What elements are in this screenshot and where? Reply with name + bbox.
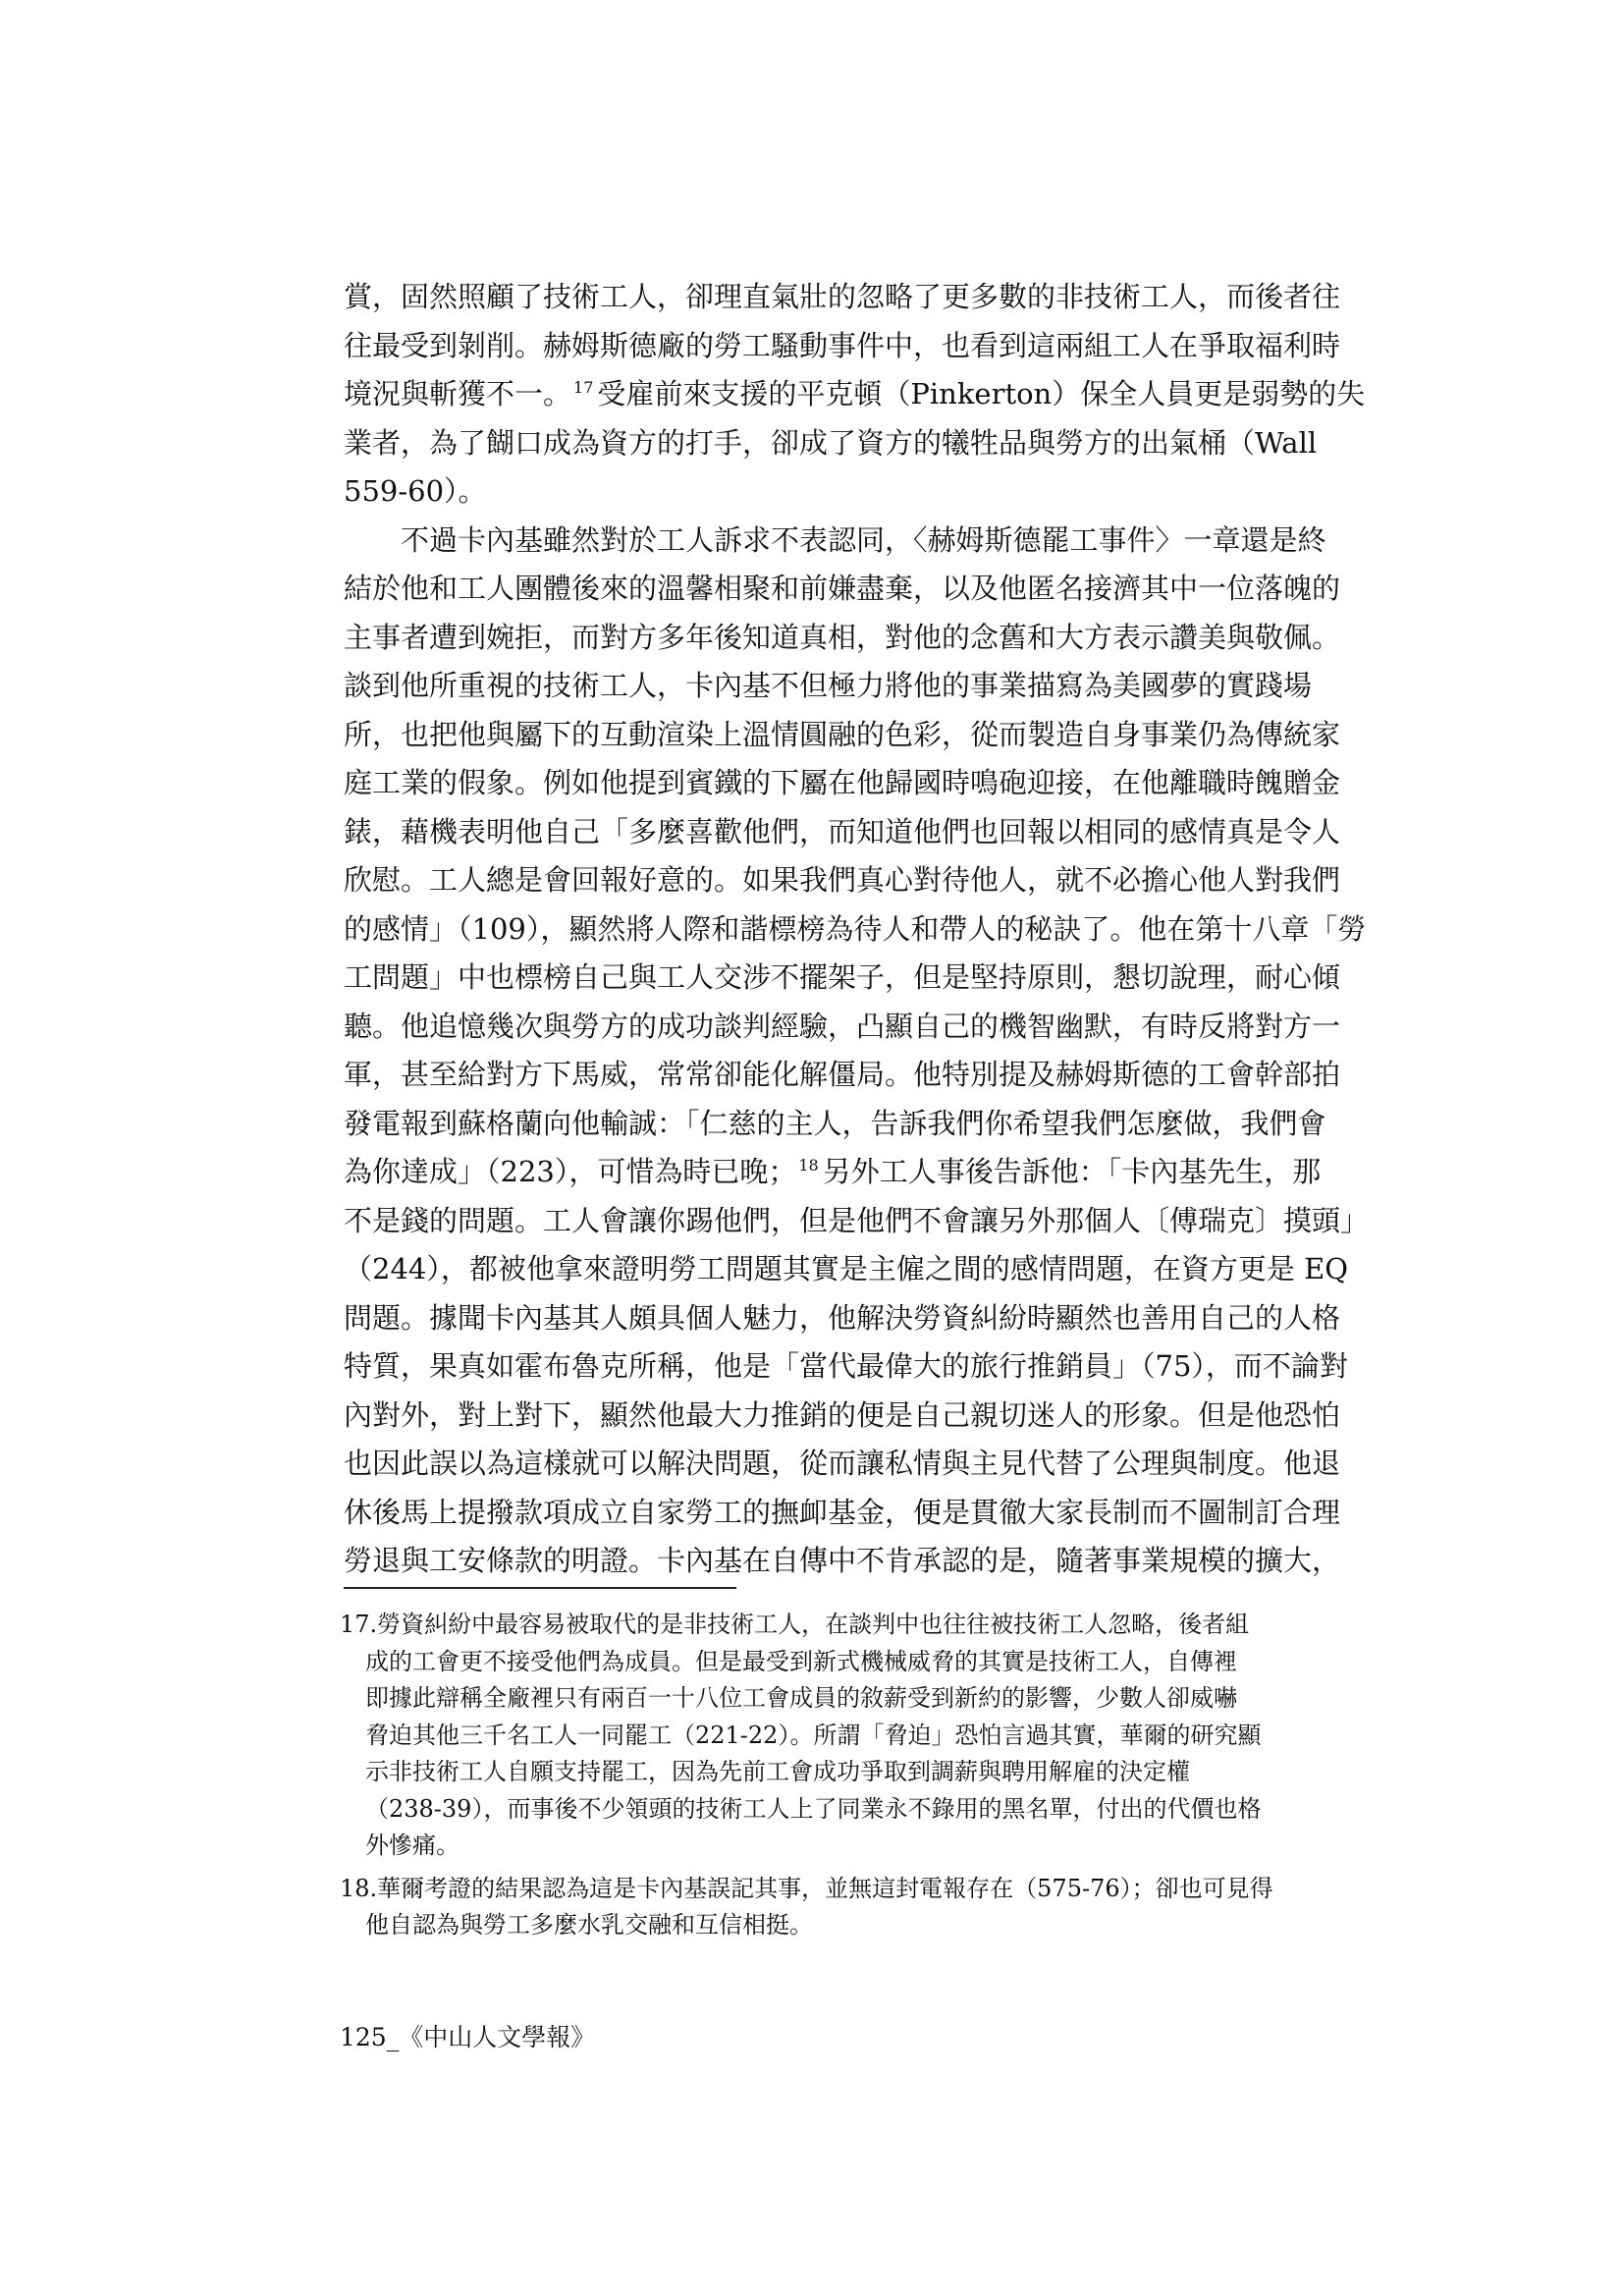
footnote-line: 18.華爾考證的結果認為這是卡內基誤記其事，並無這封電報存在（575-76）；卻也可見得 [340,1874,1273,1902]
body-line: 休後馬上提撥款項成立自家勞工的撫卹基金，便是貫徹大家長制而不圖制訂合理 [344,1495,1341,1529]
body-line: 錶，藉機表明他自己「多麼喜歡他們，而知道他們也回報以相同的感情真是令人 [344,814,1341,848]
body-line: 的感情」（109），顯然將人際和諧標榜為待人和帶人的秘訣了。他在第十八章「勞 [344,911,1367,946]
body-line: 也因此誤以為這樣就可以解決問題，從而讓私情與主見代替了公理與制度。他退 [344,1447,1341,1480]
footnote-ref-17[interactable]: 17 [573,378,594,398]
body-line: 不是錢的問題。工人會讓你踢他們，但是他們不會讓另外那個人〔傅瑞克〕摸頭」 [344,1203,1370,1237]
body-line: 談到他所重視的技術工人，卡內基不但極力將他的事業描寫為美國夢的實踐場 [344,669,1313,702]
footnote-line: 17.勞資糾紛中最容易被取代的是非技術工人，在談判中也往往被技術工人忽略，後者組 [340,1611,1250,1638]
body-line: 賞，固然照顧了技術工人，卻理直氣壯的忽略了更多數的非技術工人，而後者往 [344,280,1341,313]
body-line: 問題。據聞卡內基其人頗具個人魅力，他解決勞資糾紛時顯然也善用自己的人格 [344,1300,1341,1335]
body-line: 所，也把他與屬下的互動渲染上溫情圓融的色彩，從而製造自身事業仍為傳統家 [344,717,1341,751]
body-line-segment: 受雇前來支援的平克頓（Pinkerton）保全人員更是弱勢的失 [597,377,1366,410]
footnote-line: 他自認為與勞工多麼水乳交融和互信相挺。 [365,1911,813,1939]
footnote-line: 成的工會更不接受他們為成員。但是最受到新式機械威脅的其實是技術工人，自傳裡 [365,1647,1237,1675]
footnote-line: 示非技術工人自願支持罷工，因為先前工會成功爭取到調薪與聘用解雇的決定權 [365,1758,1190,1785]
body-line: 業者，為了餬口成為資方的打手，卻成了資方的犧牲品與勞方的出氣桶（Wall [344,425,1318,460]
body-line: 結於他和工人團體後來的溫馨相聚和前嫌盡棄，以及他匿名接濟其中一位落魄的 [344,572,1341,605]
footnote-line: 脅迫其他三千名工人一同罷工（221-22）。所謂「脅迫」恐怕言過其實，華爾的研究顯 [365,1721,1262,1749]
body-line: 發電報到蘇格蘭向他輸誠：「仁慈的主人，告訴我們你希望我們怎麼做，我們會 [344,1106,1326,1140]
body-line: 不過卡內基雖然對於工人訴求不表認同，〈赫姆斯德罷工事件〉一章還是終 [344,522,1326,557]
footnote-line: 外慘痛。 [365,1831,460,1859]
footnotes [340,1607,1292,1950]
body-text [344,273,1370,1586]
body-line [344,1148,1322,1197]
body-line: 特質，果真如霍布魯克所稱，他是「當代最偉大的旅行推銷員」（75），而不論對 [344,1349,1348,1383]
body-line [344,370,1366,419]
body-line-segment: 境況與斬獲不一。 [344,377,572,410]
body-line: 內對外，對上對下，顯然他最大力推銷的便是自己親切迷人的形象。但是他恐怕 [344,1397,1341,1432]
footnote-line: （238-39），而事後不少領頭的技術工人上了同業永不錄用的黑名單，付出的代價也格 [365,1794,1262,1823]
body-line-segment: 另外工人事後告訴他：「卡內基先生，那 [822,1155,1322,1188]
body-line: 主事者遭到婉拒，而對方多年後知道真相，對他的念舊和大方表示讚美與敬佩。 [344,620,1341,654]
footnote-ref-18[interactable]: 18 [798,1156,819,1175]
body-line: 勞退與工安條款的明證。卡內基在自傳中不肯承認的是，隨著事業規模的擴大， [344,1544,1341,1577]
body-line: （244），都被他拿來證明勞工問題其實是主僱之間的感情問題，在資方更是 EQ [344,1252,1349,1285]
footnote-17 [340,1607,1292,1865]
body-line: 559-60）。 [344,474,487,508]
footnote-divider [344,1587,736,1589]
body-line: 聽。他追憶幾次與勞方的成功談判經驗，凸顯自己的機智幽默，有時反將對方一 [344,1009,1341,1043]
body-line: 庭工業的假象。例如他提到賓鐵的下屬在他歸國時鳴砲迎接，在他離職時餽贈金 [344,766,1341,799]
body-line: 欣慰。工人總是會回報好意的。如果我們真心對待他人，就不必擔心他人對我們 [344,863,1341,897]
body-line-segment: 為你達成」（223），可惜為時已晚； [344,1155,797,1188]
page-number-and-journal: 125_《中山人文學報》 [340,2023,596,2051]
body-line: 工問題」中也標榜自己與工人交涉不擺架子，但是堅持原則，懇切說理，耐心傾 [344,960,1341,994]
footnote-line: 即據此辯稱全廠裡只有兩百一十八位工會成員的敘薪受到新約的影響，少數人卻威嚇 [365,1684,1237,1712]
body-line: 軍，甚至給對方下馬威，常常卻能化解僵局。他特別提及赫姆斯德的工會幹部拍 [344,1058,1341,1091]
footnote-18 [340,1871,1292,1944]
body-line: 往最受到剝削。赫姆斯德廠的勞工騷動事件中，也看到這兩組工人在爭取福利時 [344,328,1341,362]
